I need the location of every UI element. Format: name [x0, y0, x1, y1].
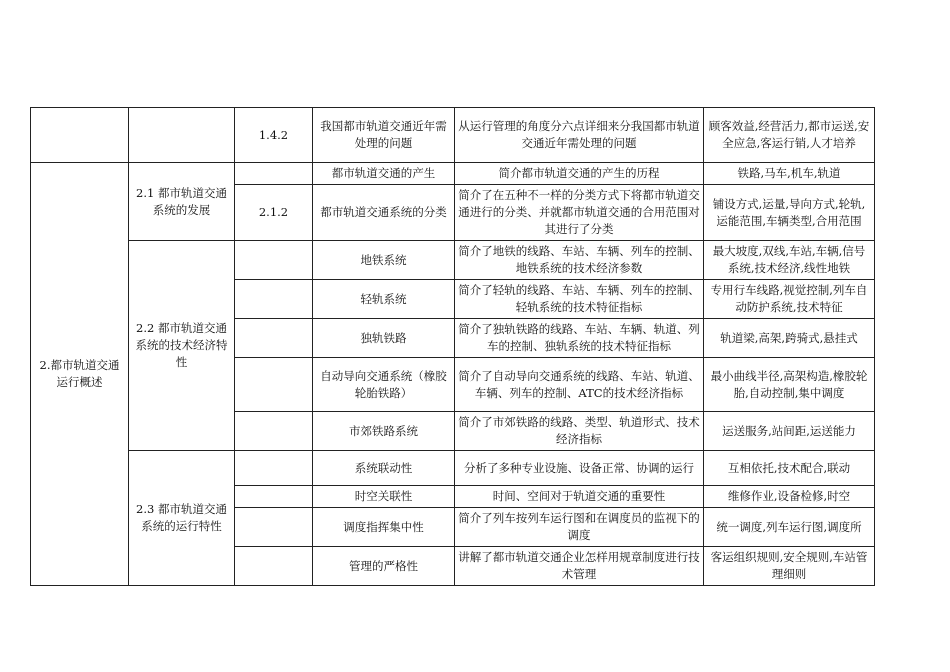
subsection-number: 2.1.2 — [235, 185, 313, 241]
content-cell: 讲解了都市轨道交通企业怎样用规章制度进行技术管理 — [455, 547, 704, 586]
section-title-2-1: 2.1 都市轨道交通系统的发展 — [129, 163, 235, 241]
content-cell: 简介了独轨铁路的线路、车站、车辆、轨道、列车的控制、独轨系统的技术特征指标 — [455, 319, 704, 358]
keywords-cell: 维修作业,设备检修,时空 — [704, 486, 875, 508]
chapter-title: 2.都市轨道交通运行概述 — [31, 163, 129, 586]
subsection-number — [235, 547, 313, 586]
subsection-number: 1.4.2 — [235, 108, 313, 163]
outline-table — [30, 107, 875, 586]
subsection-number — [235, 241, 313, 280]
topic-cell: 管理的严格性 — [313, 547, 455, 586]
topic-cell: 自动导向交通系统（橡胶轮胎铁路） — [313, 358, 455, 412]
content-cell: 从运行管理的角度分六点详细来分我国都市轨道交通近年需处理的问题 — [455, 108, 704, 163]
subsection-number — [235, 412, 313, 451]
section-title-2-2: 2.2 都市轨道交通系统的技术经济特性 — [129, 241, 235, 451]
table-row — [31, 163, 875, 185]
topic-cell: 系统联动性 — [313, 451, 455, 486]
subsection-number — [235, 486, 313, 508]
topic-cell: 地铁系统 — [313, 241, 455, 280]
content-cell: 分析了多种专业设施、设备正常、协调的运行 — [455, 451, 704, 486]
subsection-number — [235, 451, 313, 486]
keywords-cell: 专用行车线路,视觉控制,列车自动防护系统,技术特征 — [704, 280, 875, 319]
keywords-cell: 最大坡度,双线,车站,车辆,信号系统,技术经济,线性地铁 — [704, 241, 875, 280]
topic-cell: 调度指挥集中性 — [313, 508, 455, 547]
subsection-number — [235, 508, 313, 547]
content-cell: 简介了轻轨的线路、车站、车辆、列车的控制、轻轨系统的技术特征指标 — [455, 280, 704, 319]
table-row — [31, 241, 875, 280]
topic-cell: 我国都市轨道交通近年需处理的问题 — [313, 108, 455, 163]
keywords-cell: 统一调度,列车运行图,调度所 — [704, 508, 875, 547]
content-cell: 简介了地铁的线路、车站、车辆、列车的控制、地铁系统的技术经济参数 — [455, 241, 704, 280]
keywords-cell: 客运组织规则,安全规则,车站管理细则 — [704, 547, 875, 586]
keywords-cell: 最小曲线半径,高架构造,橡胶轮胎,自动控制,集中调度 — [704, 358, 875, 412]
keywords-cell: 轨道梁,高架,跨骑式,悬挂式 — [704, 319, 875, 358]
subsection-number — [235, 319, 313, 358]
keywords-cell: 铺设方式,运量,导向方式,轮轨,运能范围,车辆类型,合用范围 — [704, 185, 875, 241]
topic-cell: 独轨铁路 — [313, 319, 455, 358]
content-cell: 时间、空间对于轨道交通的重要性 — [455, 486, 704, 508]
subsection-number — [235, 280, 313, 319]
subsection-number — [235, 163, 313, 185]
chapter-cell — [31, 108, 129, 163]
topic-cell: 时空关联性 — [313, 486, 455, 508]
section-cell — [129, 108, 235, 163]
content-cell: 简介了市郊铁路的线路、类型、轨道形式、技术经济指标 — [455, 412, 704, 451]
keywords-cell: 运送服务,站间距,运送能力 — [704, 412, 875, 451]
subsection-number — [235, 358, 313, 412]
topic-cell: 市郊铁路系统 — [313, 412, 455, 451]
topic-cell: 都市轨道交通的产生 — [313, 163, 455, 185]
content-cell: 简介了自动导向交通系统的线路、车站、轨道、车辆、列车的控制、ATC的技术经济指标 — [455, 358, 704, 412]
keywords-cell: 顾客效益,经营活力,都市运送,安全应急,客运行销,人才培养 — [704, 108, 875, 163]
content-cell: 简介都市轨道交通的产生的历程 — [455, 163, 704, 185]
keywords-cell: 互相依托,技术配合,联动 — [704, 451, 875, 486]
table-row — [31, 108, 875, 163]
topic-cell: 都市轨道交通系统的分类 — [313, 185, 455, 241]
section-title-2-3: 2.3 都市轨道交通系统的运行特性 — [129, 451, 235, 586]
keywords-cell: 铁路,马车,机车,轨道 — [704, 163, 875, 185]
content-cell: 简介了列车按列车运行图和在调度员的监视下的调度 — [455, 508, 704, 547]
topic-cell: 轻轨系统 — [313, 280, 455, 319]
table-row — [31, 451, 875, 486]
content-cell: 简介了在五种不一样的分类方式下将都市轨道交通进行的分类、并就都市轨道交通的合用范围对其进行了分类 — [455, 185, 704, 241]
